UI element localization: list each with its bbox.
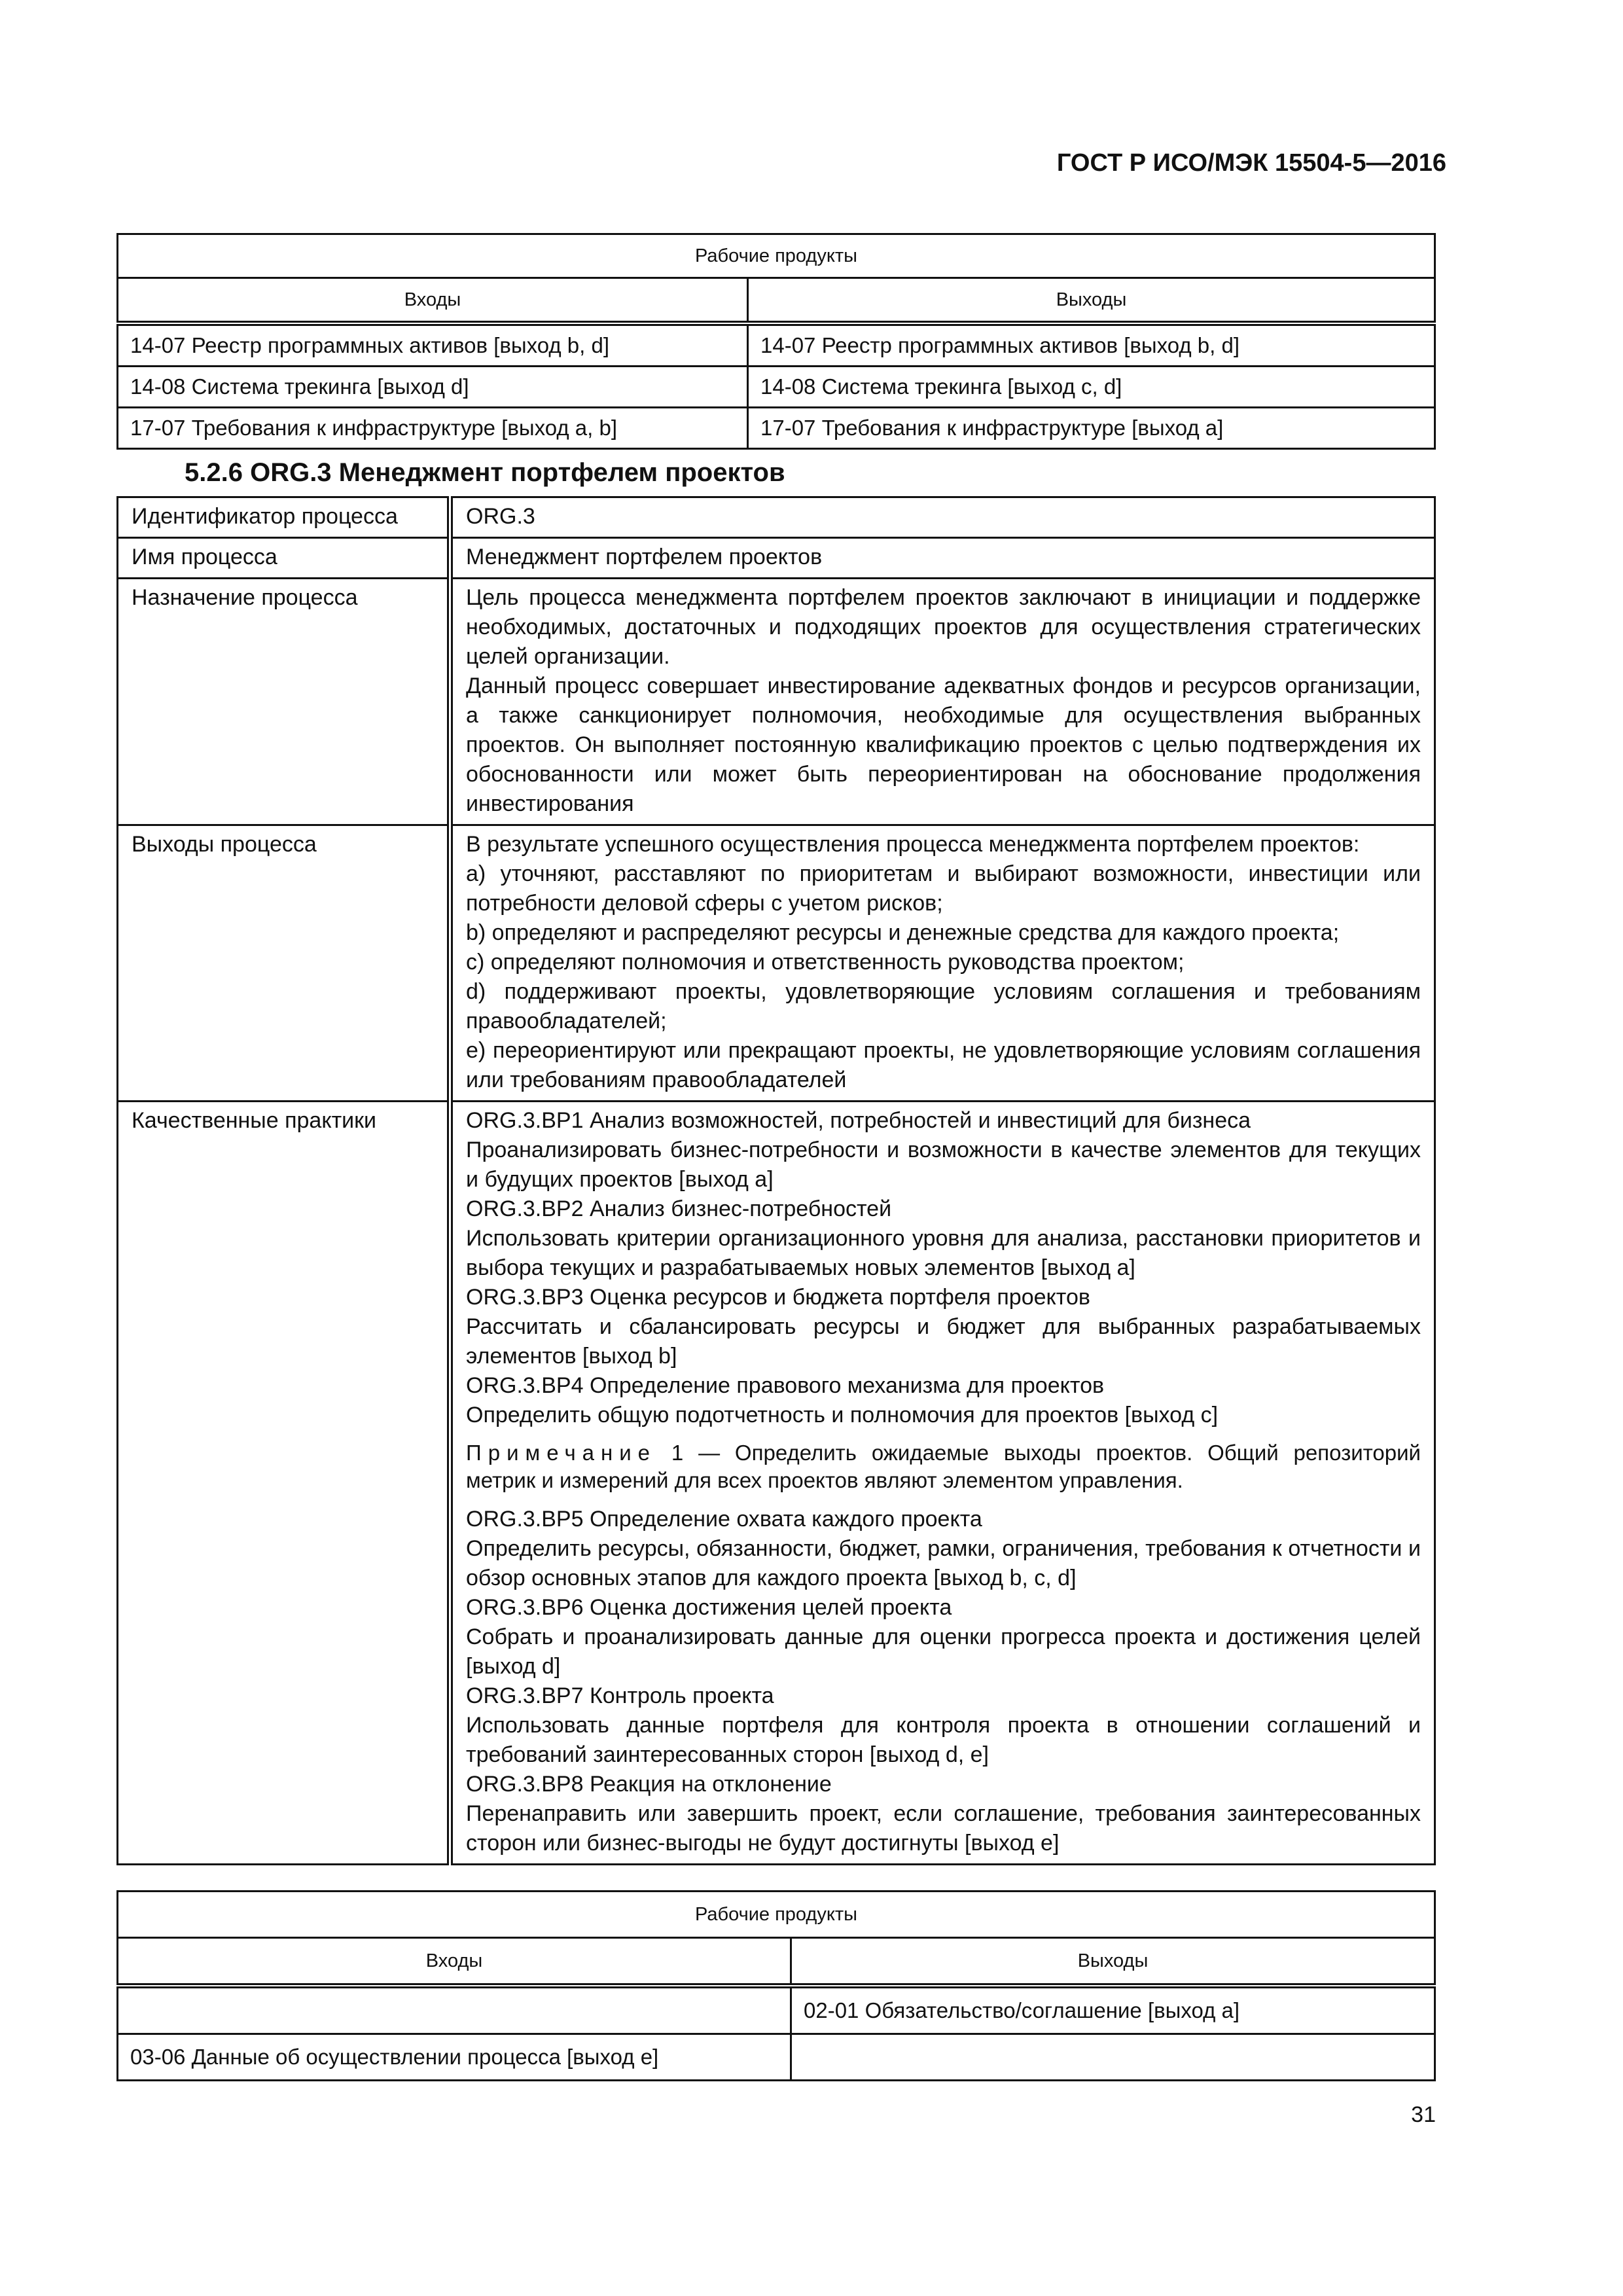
input-cell: 03-06 Данные об осуществлении процесса [выход e]	[118, 2034, 791, 2081]
process-name-value: Менеджмент портфелем проектов	[450, 538, 1435, 579]
practice-title: ORG.3.BP8 Реакция на отклонение	[466, 1772, 832, 1797]
practice-text: Определить общую подотчетность и полномочия для проектов [выход c]	[466, 1403, 1219, 1427]
input-cell: 17-07 Требования к инфраструктуре [выход a, b]	[118, 408, 748, 449]
table-row	[118, 408, 1435, 449]
work-products-table-2	[116, 1890, 1436, 2081]
process-name-row	[118, 538, 1435, 579]
process-purpose-value	[450, 579, 1435, 825]
work-products-title: Рабочие продукты	[118, 234, 1435, 278]
purpose-paragraph: Цель процесса менеджмента портфелем проектов заключают в инициации и поддержке необходимых, достаточных и подходящих проектов для осуществления стратегических целей организации.	[466, 585, 1421, 669]
outcome-item: d) поддерживают проекты, удовлетворяющие условиям соглашения и требованиям правообладателей;	[466, 979, 1421, 1033]
process-purpose-row	[118, 579, 1435, 825]
practice-text: Перенаправить или завершить проект, если соглашение, требования заинтересованных сторон или бизнес-выгоды не будут достигнуты [выход e]	[466, 1801, 1421, 1856]
note-text: 1 — Определить ожидаемые выходы проектов. Общий репозиторий метрик и измерений для всех проектов являют элементом управления.	[466, 1441, 1421, 1492]
practice-title: ORG.3.BP2 Анализ бизнес-потребностей	[466, 1196, 892, 1221]
input-cell: 14-08 Система трекинга [выход d]	[118, 367, 748, 408]
practice-text: Использовать данные портфеля для контроля проекта в отношении соглашений и требований заинтересованных сторон [выход d, e]	[466, 1713, 1421, 1767]
output-cell: 02-01 Обязательство/соглашение [выход a]	[791, 1986, 1435, 2034]
section-heading: 5.2.6 ORG.3 Менеджмент портфелем проектов	[185, 458, 785, 487]
input-cell: 14-07 Реестр программных активов [выход b, d]	[118, 323, 748, 367]
practice-text: Использовать критерии организационного уровня для анализа, расстановки приоритетов и выбора текущих и разрабатываемых новых элементов [выход a]	[466, 1226, 1421, 1280]
output-cell: 14-08 Система трекинга [выход c, d]	[748, 367, 1435, 408]
output-cell	[791, 2034, 1435, 2081]
process-name-label: Имя процесса	[118, 538, 450, 579]
process-id-value: ORG.3	[450, 497, 1435, 538]
outcome-item: a) уточняют, расставляют по приоритетам и выбирают возможности, инвестиции или потребности деловой сферы с учетом рисков;	[466, 861, 1421, 916]
process-practices-row	[118, 1102, 1435, 1865]
practice-title: ORG.3.BP7 Контроль проекта	[466, 1683, 774, 1708]
purpose-paragraph: Данный процесс совершает инвестирование адекватных фондов и ресурсов организации, а также санкционирует полномочия, необходимые для осуществления выбранных проектов. Он выполняет постоянную квалификацию проектов с целью подтверждения их обоснованности или может быть переориентирован на обоснование продолжения инвестирования	[466, 673, 1421, 816]
work-products-table-1	[116, 233, 1436, 450]
table-row	[118, 367, 1435, 408]
process-table	[116, 496, 1436, 1865]
outcome-item: c) определяют полномочия и ответственность руководства проектом;	[466, 950, 1185, 975]
process-practices-value	[450, 1102, 1435, 1865]
output-cell: 14-07 Реестр программных активов [выход b, d]	[748, 323, 1435, 367]
table-row	[118, 323, 1435, 367]
practice-title: ORG.3.BP6 Оценка достижения целей проекта	[466, 1595, 952, 1620]
practice-title: ORG.3.BP3 Оценка ресурсов и бюджета портфеля проектов	[466, 1285, 1090, 1310]
practice-text: Собрать и проанализировать данные для оценки прогресса проекта и достижения целей [выход d]	[466, 1624, 1421, 1679]
standard-code: ГОСТ Р ИСО/МЭК 15504-5—2016	[1056, 149, 1446, 177]
inputs-header: Входы	[118, 1938, 791, 1986]
table-row	[118, 1986, 1435, 2034]
process-outcomes-row	[118, 825, 1435, 1102]
outcome-intro: В результате успешного осуществления процесса менеджмента портфелем проектов:	[466, 832, 1360, 857]
practice-title: ORG.3.BP1 Анализ возможностей, потребностей и инвестиций для бизнеса	[466, 1108, 1251, 1133]
process-id-label: Идентификатор процесса	[118, 497, 450, 538]
process-practices-label: Качественные практики	[118, 1102, 450, 1865]
process-outcomes-label: Выходы процесса	[118, 825, 450, 1102]
practice-text: Проанализировать бизнес-потребности и возможности в качестве элементов для текущих и будущих проектов [выход a]	[466, 1138, 1421, 1192]
work-products-title: Рабочие продукты	[118, 1892, 1435, 1938]
practice-note	[466, 1439, 1421, 1494]
inputs-header: Входы	[118, 278, 748, 324]
output-cell: 17-07 Требования к инфраструктуре [выход a]	[748, 408, 1435, 449]
outcome-item: b) определяют и распределяют ресурсы и денежные средства для каждого проекта;	[466, 920, 1340, 945]
practice-text: Рассчитать и сбалансировать ресурсы и бюджет для выбранных разрабатываемых элементов [выход b]	[466, 1314, 1421, 1369]
process-id-row	[118, 497, 1435, 538]
process-purpose-label: Назначение процесса	[118, 579, 450, 825]
outcome-item: e) переориентируют или прекращают проекты, не удовлетворяющие условиям соглашения или требованиям правообладателей	[466, 1038, 1421, 1092]
page-number: 31	[1411, 2102, 1436, 2127]
note-label: Примечание	[466, 1441, 657, 1465]
outputs-header: Выходы	[748, 278, 1435, 324]
outputs-header: Выходы	[791, 1938, 1435, 1986]
process-outcomes-value	[450, 825, 1435, 1102]
input-cell	[118, 1986, 791, 2034]
table-row	[118, 2034, 1435, 2081]
practice-title: ORG.3.BP5 Определение охвата каждого проекта	[466, 1507, 982, 1532]
practice-title: ORG.3.BP4 Определение правового механизма для проектов	[466, 1373, 1105, 1398]
practice-text: Определить ресурсы, обязанности, бюджет, рамки, ограничения, требования к отчетности и обзор основных этапов для каждого проекта [выход b, c, d]	[466, 1536, 1421, 1590]
